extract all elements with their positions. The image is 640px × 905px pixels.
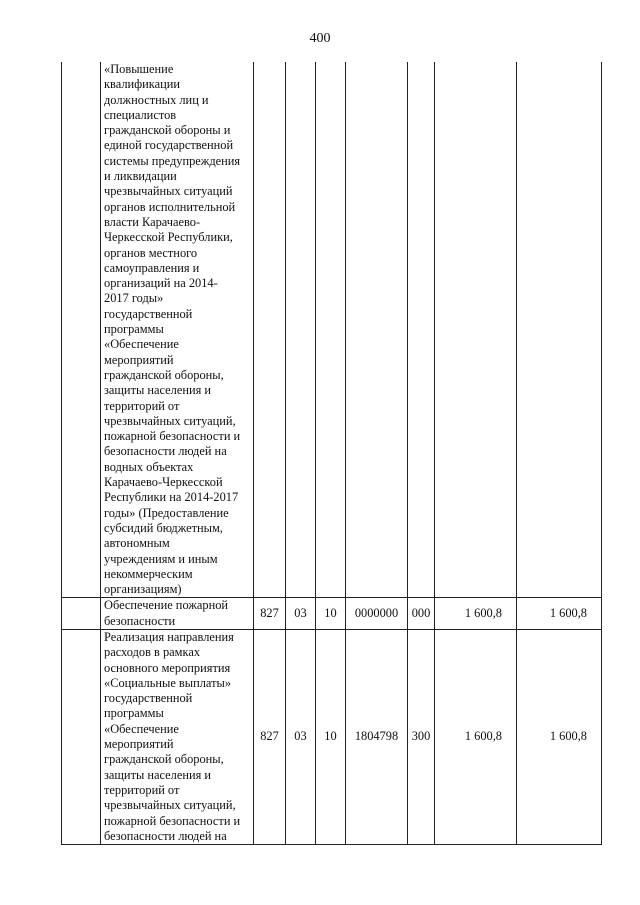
ministry-cell: 827 <box>254 629 286 844</box>
description-cell: Реализация направления расходов в рамках основного мероприятия «Социальные выплаты» государственной программы «Обеспечение мероприятий гражданской обороны, защиты населения и территорий от чрезвычайных ситуаций, пожарной безопасности и безопасности людей на <box>101 629 254 844</box>
ministry-cell: 827 <box>254 598 286 630</box>
index-cell <box>62 62 101 598</box>
amount-2017-cell: 1 600,8 <box>517 598 602 630</box>
target-article-cell: 0000000 <box>346 598 408 630</box>
table-row <box>62 62 602 598</box>
page-number: 400 <box>309 31 331 46</box>
description-cell: «Повышение квалификации должностных лиц и специалистов гражданской обороны и единой государственной системы предупреждения и ликвидации чрезвычайных ситуаций органов исполнительной власти Карачаево- Черкесской Республики, органов местного самоуправления и организаций на 2014- 2017 годы» государственной программы «Обеспечение мероприятий гражданской обороны, защиты населения и территорий от чрезвычайных ситуаций, пожарной безопасности и безопасности людей на водных объектах Карачаево-Черкесской Республики на 2014-2017 годы» (Предоставление субсидий бюджетным, автономным учреждениям и иным некоммерческим организациям) <box>101 62 254 598</box>
table-row <box>62 598 602 630</box>
section-cell: 03 <box>286 629 316 844</box>
section-cell: 03 <box>286 598 316 630</box>
ministry-cell <box>254 62 286 598</box>
expense-type-cell: 000 <box>408 598 435 630</box>
budget-table <box>61 62 602 845</box>
section-cell <box>286 62 316 598</box>
target-article-cell <box>346 62 408 598</box>
index-cell <box>62 598 101 630</box>
description-cell: Обеспечение пожарной безопасности <box>101 598 254 630</box>
amount-2017-cell <box>517 62 602 598</box>
amount-2016-cell: 1 600,8 <box>435 629 517 844</box>
amount-2016-cell <box>435 62 517 598</box>
subsection-cell: 10 <box>316 598 346 630</box>
amount-2017-cell: 1 600,8 <box>517 629 602 844</box>
table-row <box>62 629 602 844</box>
expense-type-cell <box>408 62 435 598</box>
amount-2016-cell: 1 600,8 <box>435 598 517 630</box>
subsection-cell: 10 <box>316 629 346 844</box>
target-article-cell: 1804798 <box>346 629 408 844</box>
index-cell <box>62 629 101 844</box>
subsection-cell <box>316 62 346 598</box>
expense-type-cell: 300 <box>408 629 435 844</box>
